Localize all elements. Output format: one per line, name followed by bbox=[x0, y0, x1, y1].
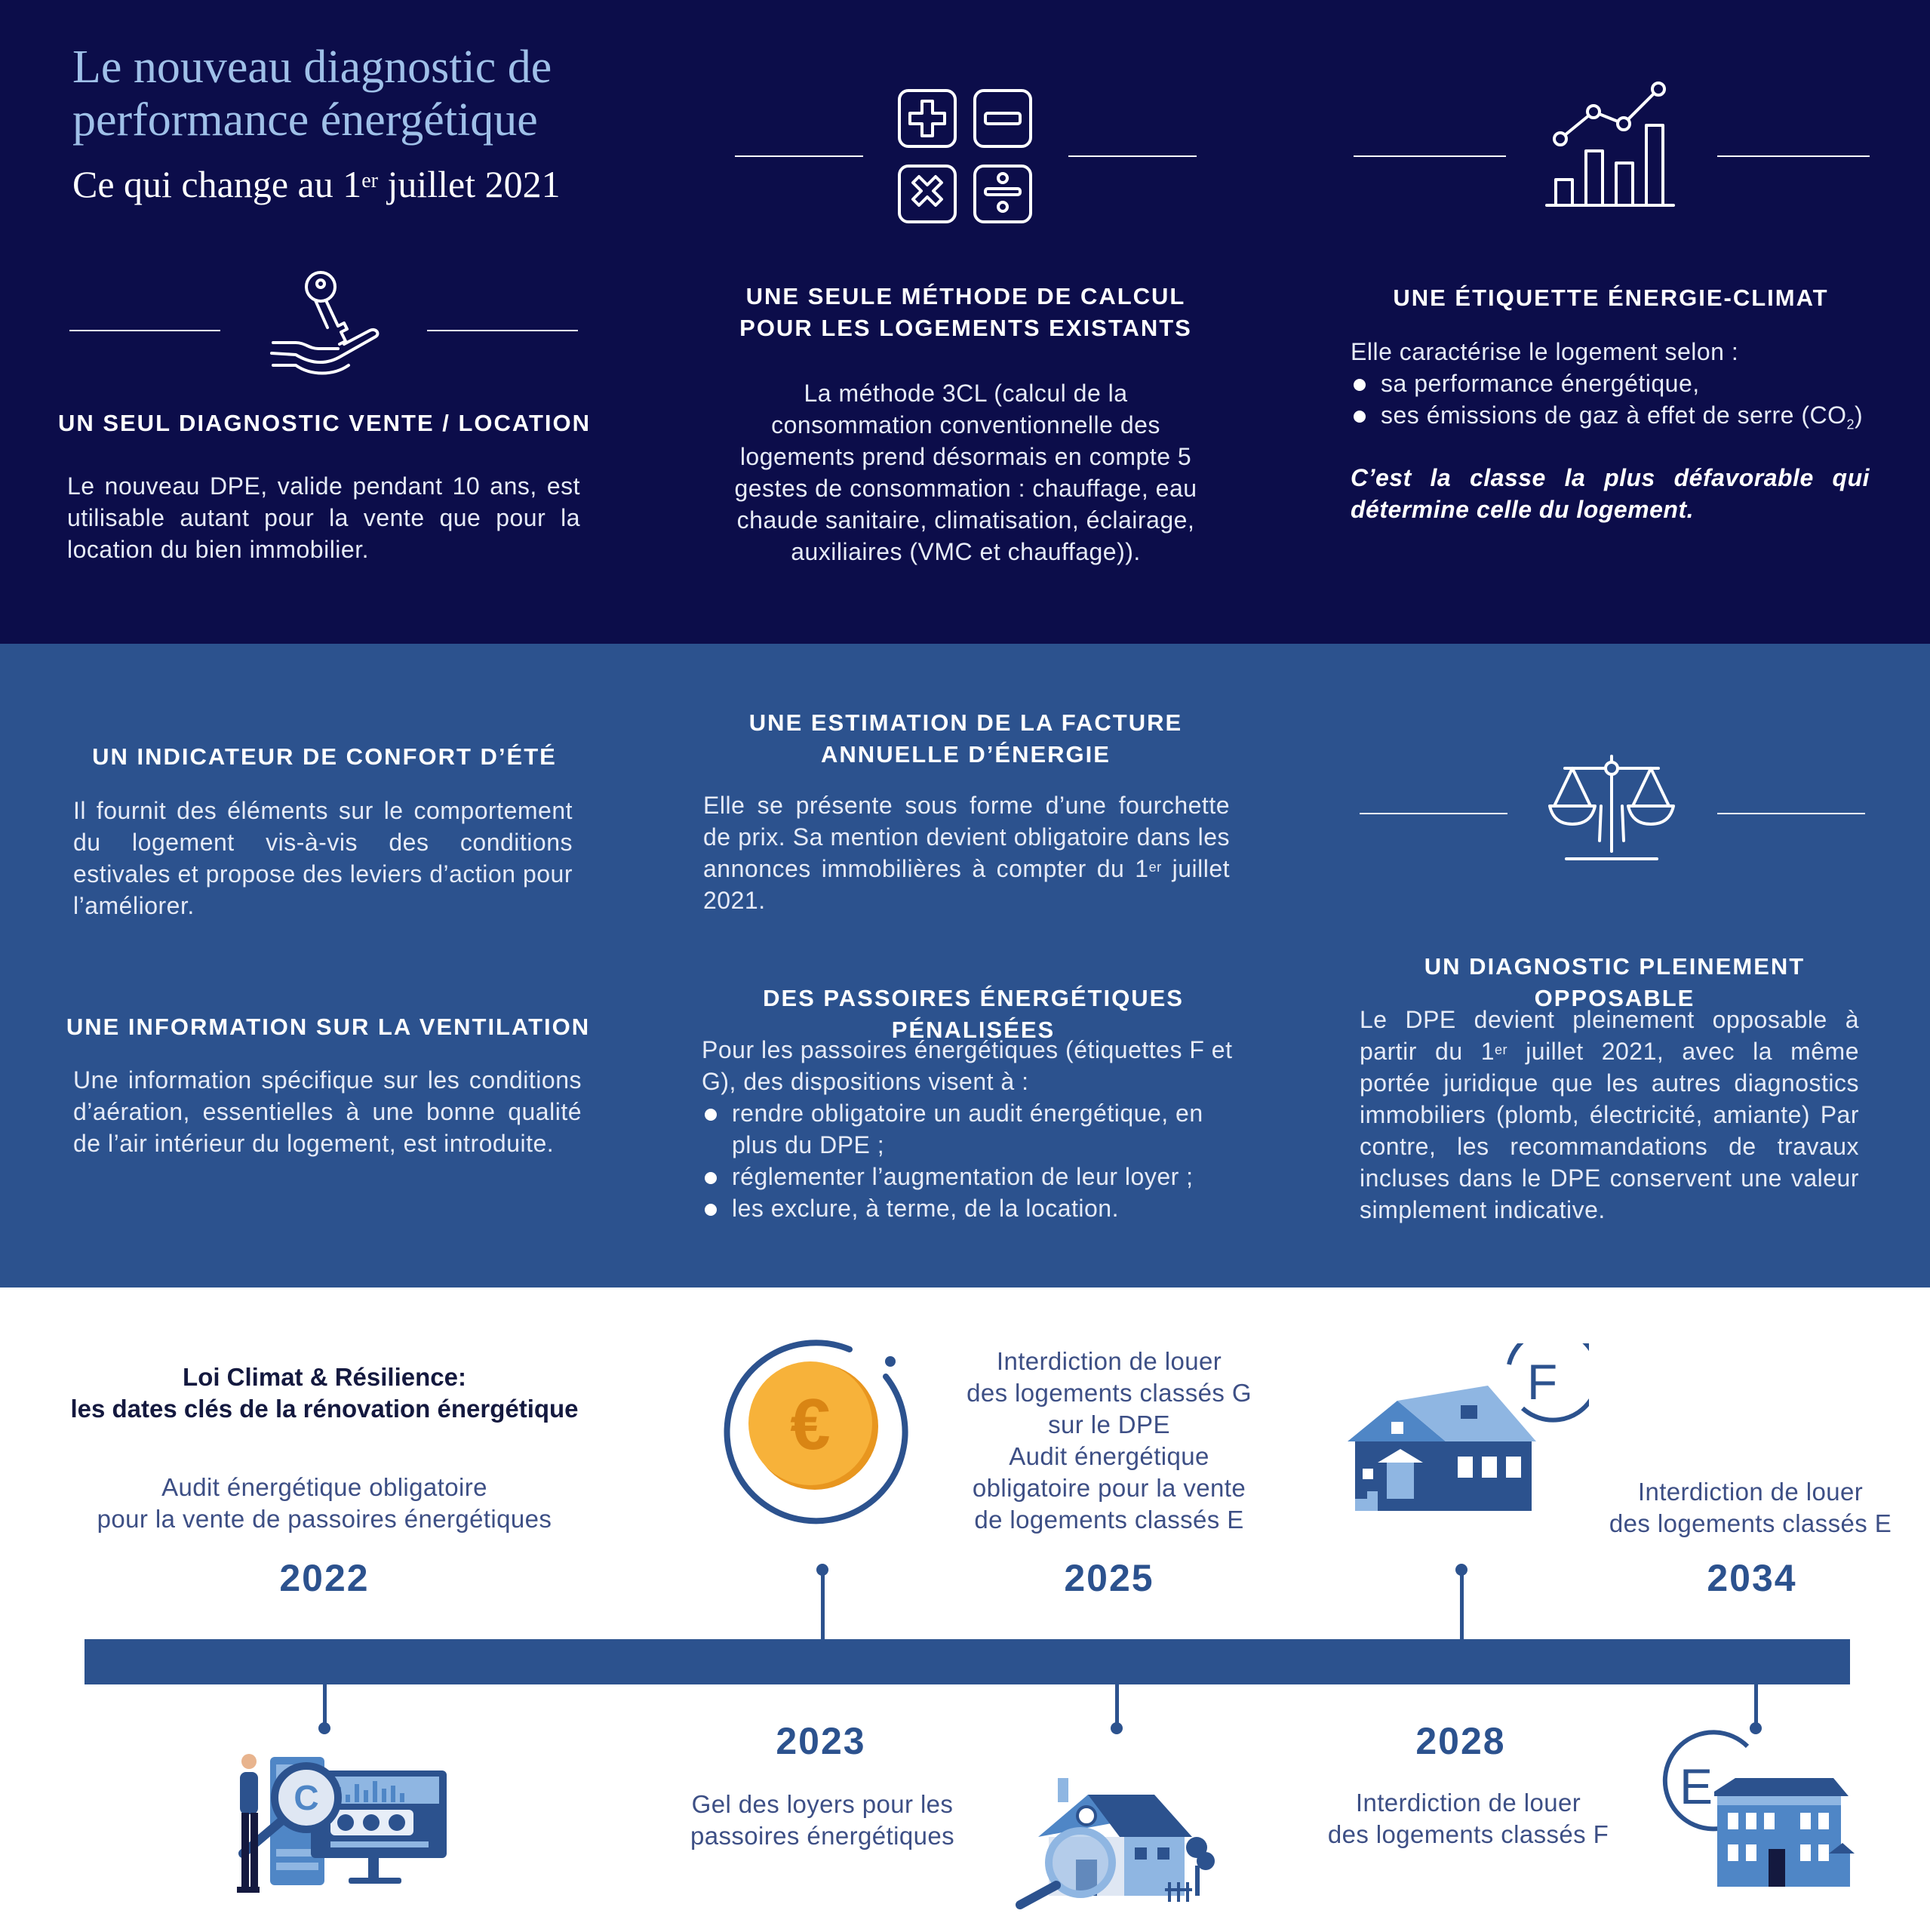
list-item: rendre obligatoire un audit énergétique, en plus du DPE ; bbox=[702, 1097, 1237, 1161]
euro-coin-icon bbox=[723, 1336, 919, 1532]
timeline-bar bbox=[85, 1639, 1850, 1684]
ventilation-heading: UNE INFORMATION SUR LA VENTILATION bbox=[66, 1014, 591, 1040]
year-2022: 2022 bbox=[279, 1557, 370, 1599]
year-2034: 2034 bbox=[1707, 1557, 1797, 1599]
confort-text: Il fournit des éléments sur le comportement du logement vis-à-vis des conditions estivales et propose des leviers d’action pour l’améliorer. bbox=[73, 797, 573, 919]
divider-line bbox=[69, 330, 220, 331]
divider-line bbox=[1354, 155, 1506, 157]
divider-line bbox=[1717, 813, 1865, 814]
badge-f: F bbox=[1526, 1354, 1558, 1410]
euro-symbol: € bbox=[790, 1384, 831, 1465]
math-operators-icon bbox=[896, 88, 1035, 225]
confort-heading: UN INDICATEUR DE CONFORT D’ÉTÉ bbox=[92, 743, 557, 770]
divider-line bbox=[1360, 813, 1507, 814]
list-item: les exclure, à terme, de la location. bbox=[702, 1192, 1237, 1224]
diagnostic-text: Le nouveau DPE, valide pendant 10 ans, est utilisable autant pour la vente que pour la location du bien immobilier. bbox=[67, 472, 580, 563]
opposable-heading: UN DIAGNOSTIC PLEINEMENT OPPOSABLE bbox=[1424, 953, 1806, 1011]
list-item: réglementer l’augmentation de leur loyer ; bbox=[702, 1161, 1237, 1192]
svg-text:C: C bbox=[293, 1778, 319, 1817]
year-2028: 2028 bbox=[1415, 1720, 1506, 1762]
house-f-icon bbox=[1348, 1343, 1589, 1517]
divider-line bbox=[735, 155, 863, 157]
title-line-2: performance énergétique bbox=[72, 94, 538, 146]
title-line-1: Le nouveau diagnostic de bbox=[72, 42, 552, 93]
divider-line bbox=[1068, 155, 1197, 157]
growth-chart-icon bbox=[1544, 78, 1676, 208]
etiquette-text: Elle caractérise le logement selon : sa performance énergétique, ses émissions de gaz à effet de serre $(CO_2)$ bbox=[1351, 336, 1879, 440]
list-item: ses émissions de gaz à effet de serre $(CO_2)$ bbox=[1351, 399, 1879, 440]
ventilation-text: Une information spécifique sur les conditions d’aération, essentielles à une bonne qualité de l’air intérieur du logement, est introduite. bbox=[73, 1066, 582, 1157]
event-2023-text: Gel des loyers pour les passoires énergétiques bbox=[690, 1790, 954, 1850]
passoires-text: Pour les passoires énergétiques (étiquettes F et G), des dispositions visent à : rendre obligatoire un audit énergétique, en plus du DPE ; réglementer l’augmentation de leur loyer ; les exclure, à terme, de la location. bbox=[702, 1034, 1237, 1224]
page-title bbox=[72, 41, 616, 146]
timeline-dot bbox=[318, 1722, 330, 1734]
building-e-icon bbox=[1645, 1722, 1856, 1890]
year-2023: 2023 bbox=[776, 1720, 866, 1762]
divider-line bbox=[1717, 155, 1870, 157]
facture-heading: UNE ESTIMATION DE LA FACTURE ANNUELLE D’ÉNERGIE bbox=[748, 709, 1183, 768]
scales-of-justice-icon bbox=[1547, 752, 1676, 863]
facture-text: Elle se présente sous forme d’une fourchette de prix. Sa mention devient obligatoire dans les annonces immobilières à compter du 1er juillet 2021. bbox=[703, 792, 1230, 914]
passoires-list bbox=[702, 1097, 1237, 1224]
energy-audit-illustration bbox=[198, 1751, 450, 1899]
divider-line bbox=[427, 330, 578, 331]
diagnostic-heading: UN SEUL DIAGNOSTIC VENTE / LOCATION bbox=[57, 410, 592, 436]
event-2022-text: Audit énergétique obligatoire pour la vente de passoires énergétiques bbox=[97, 1473, 552, 1533]
house-inspection-illustration bbox=[1006, 1769, 1221, 1909]
timeline-dot bbox=[1111, 1722, 1123, 1734]
etiquette-heading: UNE ÉTIQUETTE ÉNERGIE-CLIMAT bbox=[1393, 285, 1829, 311]
timeline-dot bbox=[816, 1564, 828, 1576]
timeline-heading: Loi Climat & Résilience: les dates clés de la rénovation énergétique bbox=[70, 1363, 579, 1423]
event-2025-text: Interdiction de louer des logements classés G sur le DPE Audit énergétique obligatoire pour la vente de logements classés E bbox=[967, 1347, 1252, 1534]
methode-text: La méthode 3CL (calcul de la consommation conventionnelle des logements prend désormais en compte 5 gestes de consommation : chauffage, eau chaude sanitaire, climatisation, éclairage, auxiliaires (VMC et chauffage)). bbox=[734, 380, 1197, 565]
timeline-connector bbox=[1460, 1568, 1464, 1641]
page-subtitle: Ce qui change au 1er juillet 2021 bbox=[72, 163, 561, 205]
timeline-dot bbox=[1455, 1564, 1467, 1576]
event-2028-text: Interdiction de louer des logements classés F bbox=[1327, 1789, 1609, 1848]
passoires-heading: DES PASSOIRES ÉNERGÉTIQUES PÉNALISÉES bbox=[763, 985, 1184, 1043]
etiquette-list bbox=[1351, 368, 1879, 440]
methode-heading: UNE SEULE MÉTHODE DE CALCUL POUR LES LOGEMENTS EXISTANTS bbox=[739, 283, 1192, 341]
etiquette-note: C’est la classe la plus défavorable qui détermine celle du logement. bbox=[1351, 464, 1870, 523]
event-2034-text: Interdiction de louer des logements classés E bbox=[1609, 1478, 1892, 1537]
timeline-connector bbox=[821, 1568, 825, 1641]
key-in-hand-icon bbox=[266, 266, 386, 379]
year-2025: 2025 bbox=[1064, 1557, 1154, 1599]
list-item: sa performance énergétique, bbox=[1351, 368, 1879, 399]
badge-e: E bbox=[1679, 1758, 1713, 1814]
opposable-text: Le DPE devient pleinement opposable à partir du 1er juillet 2021, avec la même portée juridique que les autres diagnostics immobiliers (plomb, électricité, amiante) Par contre, les recommandations de travaux incluses dans le DPE conservent une valeur simplement indicative. bbox=[1360, 1006, 1860, 1223]
